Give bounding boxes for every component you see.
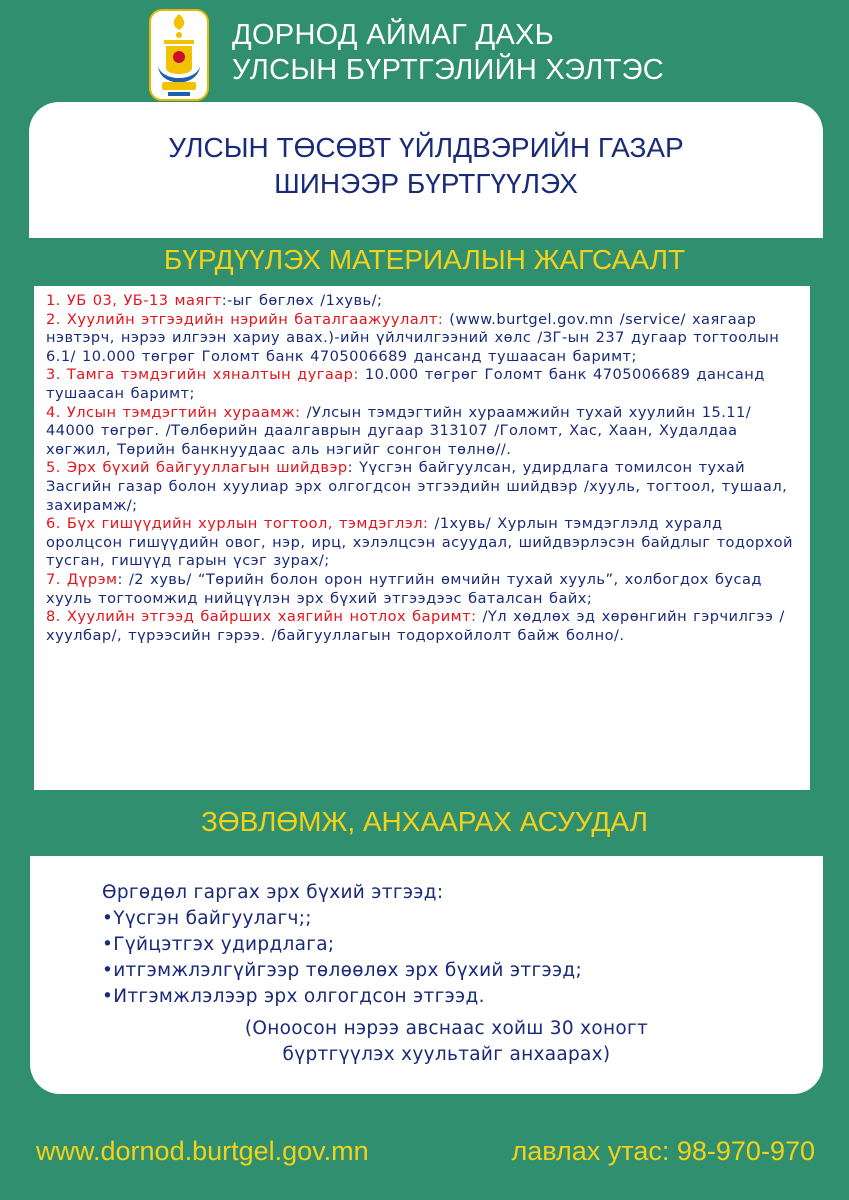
advice-list <box>102 880 582 1010</box>
advice-line: •Гүйцэтгэх удирдлага; <box>102 934 335 955</box>
advice-line: •Үүсгэн байгуулагч;; <box>102 908 312 929</box>
item-text: : /2 хувь/ “Төрийн болон орон нутгийн өмчийн тухай хууль”, холбогдох бусад хууль тогтоомжид нийцүүлэн эрх бүхий этгээдээс баталсан байх; <box>46 570 762 607</box>
item-text: /Улсын тэмдэгтийн хураамжийн тухай хуулийн 15.11/ 44000 төгрөг. /Төлбөрийн даалгаврын дугаар 313107 /Голомт, Хас, Хаан, Худалдаа хөгжил, Төрийн банкнуудаас аль нэгийг сонгон төлнө//. <box>46 403 752 458</box>
list-item <box>46 404 800 460</box>
materials-list <box>34 286 810 790</box>
organization-name <box>232 18 664 88</box>
title-line-2: ШИНЭЭР БҮРТГҮҮЛЭХ <box>274 168 578 199</box>
advice-note <box>30 1016 823 1068</box>
list-item <box>46 515 800 571</box>
materials-heading: БҮРДҮҮЛЭХ МАТЕРИАЛЫН ЖАГСААЛТ <box>163 244 686 275</box>
registration-emblem-icon <box>148 8 210 102</box>
title-card <box>29 102 823 238</box>
page-title <box>29 130 823 202</box>
advice-heading: ЗӨВЛӨМЖ, АНХААРАХ АСУУДАЛ <box>200 806 649 837</box>
item-highlight: 1. УБ 03, УБ-13 маягт <box>46 292 222 309</box>
org-line-2: УЛСЫН БҮРТГЭЛИЙН ХЭЛТЭС <box>232 54 664 86</box>
item-text: 10.000 төгрөг Голомт банк 4705006689 дансанд тушаасан баримт; <box>46 366 765 402</box>
item-text: /Үл хөдлөх эд хөрөнгийн гэрчилгээ /хуулбар/, түрээсийн гэрээ. /байгууллагын тодорхойлолт байж болно/. <box>46 608 785 644</box>
item-highlight: 7. Дүрэм <box>46 570 118 588</box>
item-highlight: 5. Эрх бүхий байгууллагын шийдвэр <box>46 459 348 477</box>
list-item <box>46 311 800 367</box>
website-link[interactable]: www.dornod.burtgel.gov.mn <box>36 1136 369 1166</box>
item-text: :-ыг бөглөх /1хувь/; <box>221 292 383 309</box>
item-text: : Үүсгэн байгуулсан, удирдлага томилсон тухай Засгийн газар болон хуулиар эрх олгогдсон этгээдийн шийдвэр /хууль, тогтоол, тушаал, захирамж/; <box>46 459 788 514</box>
title-line-1: УЛСЫН ТӨСӨВТ ҮЙЛДВЭРИЙН ГАЗАР <box>168 132 684 163</box>
list-item <box>46 366 800 403</box>
item-highlight: 6. Бүх гишүүдийн хурлын тогтоол, тэмдэглэл: <box>46 515 429 533</box>
item-highlight: 2. Хуулийн этгээдийн нэрийн баталгаажуулалт: <box>46 310 444 328</box>
advice-line: •итгэмжлэлгүйгээр төлөөлөх эрх бүхий этгээд; <box>102 960 583 981</box>
phone-info: лавлах утас: 98-970-970 <box>511 1136 815 1166</box>
advice-line: Өргөдөл гаргах эрх бүхий этгээд: <box>102 882 444 903</box>
advice-line: •Итгэмжлэлээр эрх олгогдсон этгээд. <box>102 986 485 1007</box>
advice-box <box>30 856 823 1094</box>
item-highlight: 8. Хуулийн этгээд байрших хаягийн нотлох баримт: <box>46 608 477 626</box>
item-text: (www.burtgel.gov.mn /service/ хаягаар нэвтэрч, нэрээ илгээн хариу авах.)-ийн үйлчилгээний хөлс /ЗГ-ын 237 дугаар тогтоолын 6.1/ 10.000 төгрөг Голомт банк 4705006689 дансанд тушаасан баримт; <box>46 310 780 365</box>
list-item <box>46 571 800 608</box>
list-item <box>46 292 800 311</box>
list-item <box>46 608 800 645</box>
item-highlight: 3. Тамга тэмдэгийн хяналтын дугаар: <box>46 366 359 384</box>
item-highlight: 4. Улсын тэмдэгтийн хураамж: <box>46 403 301 421</box>
org-line-1: ДОРНОД АЙМАГ ДАХЬ <box>232 19 555 51</box>
list-item <box>46 459 800 515</box>
note-line-1: (Оноосон нэрээ авснаас хойш 30 хоногт <box>244 1018 649 1039</box>
item-text: /1хувь/ Хурлын тэмдэглэлд хуралд оролцсон гишүүдийн овог, нэр, ирц, хэлэлцсэн асуудал, шийдвэрлэсэн байдлыг тодорхой тусган, гишүүд гарын үсэг зурах/; <box>46 515 793 570</box>
note-line-2: бүртгүүлэх хуультайг анхаарах) <box>282 1044 611 1065</box>
